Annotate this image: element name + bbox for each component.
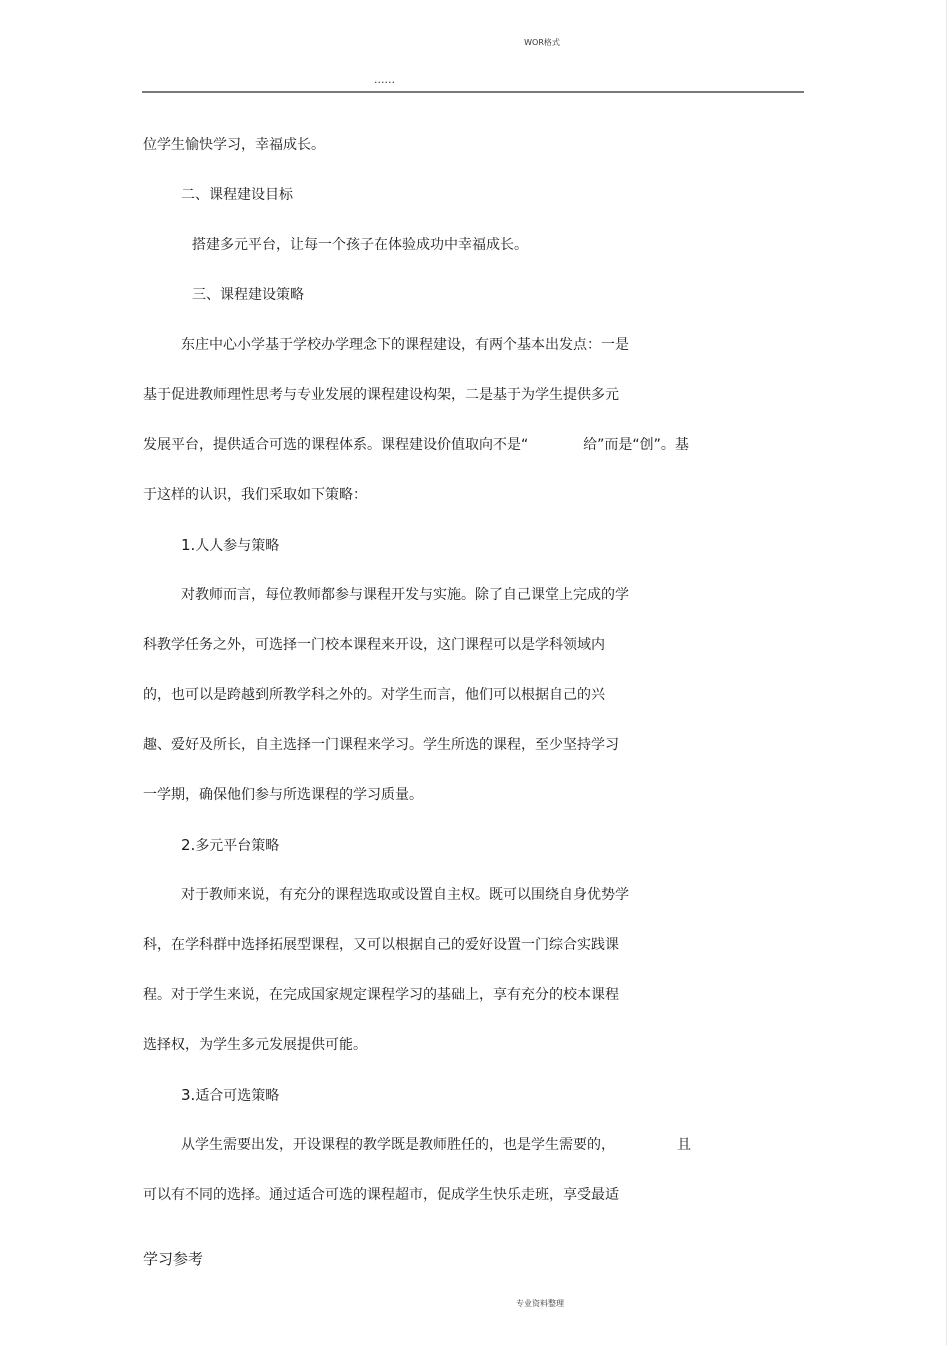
paragraph-line: 从学生需要出发，开设课程的教学既是教师胜任的，也是学生需要的， [181, 1137, 615, 1153]
paragraph-line: 位学生愉快学习，幸福成长。 [143, 137, 325, 153]
paragraph-segment: 发展平台，提供适合可选的课程体系。课程建设价值取向不是“ [143, 437, 529, 453]
header-title: WOR格式 [524, 38, 560, 47]
paragraph-line: 的，也可以是跨越到所教学科之外的。对学生而言，他们可以根据自己的兴 [143, 687, 605, 703]
subheading [181, 535, 279, 556]
subheading-text: 多元平台策略 [195, 838, 280, 854]
subheading-number: 3. [181, 1086, 196, 1104]
paragraph-line: 基于促进教师理性思考与专业发展的课程建设构架，二是基于为学生提供多元 [143, 387, 619, 403]
paragraph-line: 对于教师来说，有充分的课程选取或设置自主权。既可以围绕自身优势学 [181, 887, 629, 903]
paragraph-line: 科，在学科群中选择拓展型课程，又可以根据自己的爱好设置一门综合实践课 [143, 937, 619, 953]
paragraph-line: 对教师而言，每位教师都参与课程开发与实施。除了自己课堂上完成的学 [181, 587, 629, 603]
paragraph-line: 趣、爱好及所长，自主选择一门课程来学习。学生所选的课程，至少坚持学习 [143, 737, 619, 753]
subheading-number: 2. [181, 836, 196, 854]
section-heading: 三、课程建设策略 [192, 287, 304, 303]
paragraph-segment: 且 [677, 1137, 691, 1153]
page-edge [946, 0, 947, 1345]
header-rule [142, 91, 804, 93]
paragraph-line: 程。对于学生来说，在完成国家规定课程学习的基础上，享有充分的校本课程 [143, 987, 619, 1003]
paragraph-segment: 给”而是“创”。基 [583, 437, 689, 453]
subheading-text: 人人参与策略 [195, 538, 280, 554]
footer-label: 学习参考 [143, 1250, 204, 1268]
paragraph-line: 搭建多元平台，让每一个孩子在体验成功中幸福成长。 [192, 237, 528, 253]
paragraph-line: 选择权，为学生多元发展提供可能。 [143, 1037, 367, 1053]
subheading-text: 适合可选策略 [195, 1088, 280, 1104]
subheading-number: 1. [181, 536, 196, 554]
header-dots: ...... [374, 73, 395, 86]
paragraph-line: 东庄中心小学基于学校办学理念下的课程建设，有两个基本出发点：一是 [181, 337, 629, 353]
subheading [181, 835, 279, 856]
subheading [181, 1085, 279, 1106]
section-heading: 二、课程建设目标 [181, 187, 293, 203]
paragraph-line: 可以有不同的选择。通过适合可选的课程超市，促成学生快乐走班，享受最适 [143, 1187, 619, 1203]
paragraph-line: 于这样的认识，我们采取如下策略： [143, 487, 367, 503]
paragraph-line: 科教学任务之外，可选择一门校本课程来开设，这门课程可以是学科领域内 [143, 637, 605, 653]
footer-note: 专业资料整理 [516, 1299, 564, 1308]
paragraph-line: 一学期，确保他们参与所选课程的学习质量。 [143, 787, 423, 803]
paragraph-line [143, 435, 689, 455]
